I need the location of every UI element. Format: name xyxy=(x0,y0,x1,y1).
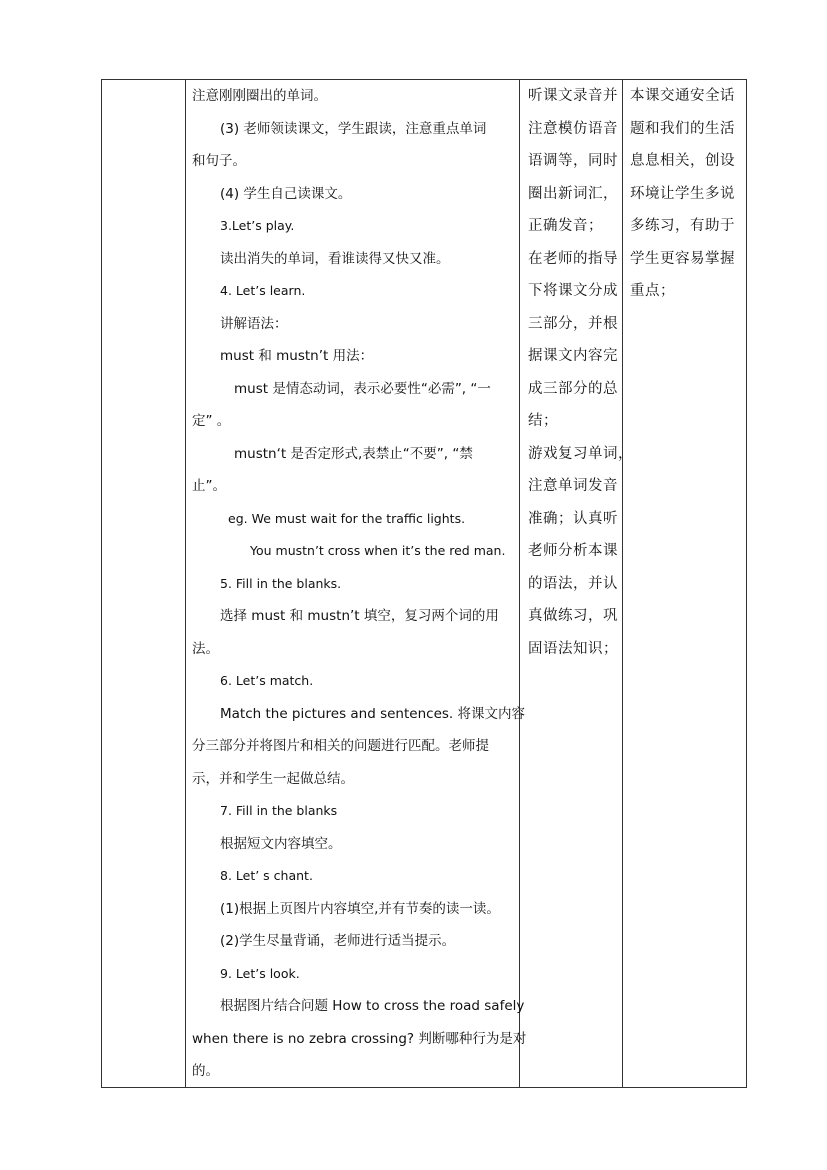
step-text-line: 根据图片结合问题 How to cross the road safely xyxy=(220,998,525,1014)
step-text-line: 8. Let’ s chant. xyxy=(220,868,313,883)
cell-text-line: 听课文录音并 xyxy=(528,88,618,104)
step-text-line: 和句子。 xyxy=(192,153,246,169)
step-text-line: (3) 老师领读课文，学生跟读，注意重点单词 xyxy=(220,120,487,137)
cell-text-line: 三部分，并根 xyxy=(528,315,618,332)
step-text-line: (4) 学生自己读课文。 xyxy=(220,185,352,202)
step-text-line: 讲解语法： xyxy=(220,315,288,332)
cell-text-line: 准确；认真听 xyxy=(528,510,618,527)
step-text-line: 4. Let’s learn. xyxy=(220,283,306,298)
step-text-line: 根据短文内容填空。 xyxy=(220,835,342,852)
step-text-line: Match the pictures and sentences. 将课文内容 xyxy=(220,705,525,722)
cell-text-line: 固语法知识； xyxy=(528,640,618,657)
step-text-line: 3.Let’s play. xyxy=(220,218,295,233)
step-text-line: 选择 must 和 mustn’t 填空，复习两个词的用 xyxy=(220,608,499,624)
cell-text-line: 重点； xyxy=(630,283,675,299)
cell-text-line: 本课交通安全话 xyxy=(630,88,735,104)
cell-text-line: 息息相关，创设 xyxy=(630,153,735,169)
step-text-line: (2)学生尽量背诵，老师进行适当提示。 xyxy=(220,933,456,949)
cell-text-line: 在老师的指导 xyxy=(528,250,618,267)
cell-text-line: 据课文内容完 xyxy=(528,348,618,364)
cell-text-line: 注意模仿语音 xyxy=(528,120,618,137)
step-text-line: 止”。 xyxy=(192,478,226,494)
step-text-line: 法。 xyxy=(192,640,219,657)
step-text-line: 定” 。 xyxy=(192,413,231,429)
step-text-line: 注意刚刚圈出的单词。 xyxy=(192,88,327,104)
step-text-line: must 和 mustn’t 用法： xyxy=(220,348,374,364)
step-text-line: 7. Fill in the blanks xyxy=(220,803,338,818)
step-text-line: must 是情态动词，表示必要性“必需”, “一 xyxy=(234,380,491,397)
cell-text-line: 题和我们的生活 xyxy=(630,120,735,137)
cell-text-line: 圈出新词汇， xyxy=(528,185,618,202)
cell-text-line: 游戏复习单词， xyxy=(528,445,633,462)
student-activities-cell xyxy=(520,80,633,1087)
cell-text-line: 环境让学生多说 xyxy=(630,185,735,202)
lesson-plan-table xyxy=(101,79,747,1088)
cell-text-line: 成三部分的总 xyxy=(528,380,618,397)
cell-text-line: 下将课文分成 xyxy=(528,283,618,299)
step-text-line: 读出消失的单词，看谁读得又快又准。 xyxy=(220,250,450,267)
cell-text-line: 学生更容易掌握 xyxy=(630,250,735,267)
step-text-line: (1)根据上页图片内容填空,并有节奏的读一读。 xyxy=(220,900,500,917)
cell-text-line: 多练习，有助于 xyxy=(630,218,735,234)
step-text-line: eg. We must wait for the traffic lights. xyxy=(228,510,466,526)
step-text-line: 分三部分并将图片和相关的问题进行匹配。老师提 xyxy=(192,738,489,754)
step-text-line: when there is no zebra crossing? 判断哪种行为是对 xyxy=(192,1030,527,1047)
cell-text-line: 注意单词发音 xyxy=(528,478,618,494)
cell-text-line: 真做练习，巩 xyxy=(528,608,618,624)
step-text-line: mustn‘t 是否定形式,表禁止“不要”, “禁 xyxy=(234,445,473,462)
cell-text-line: 老师分析本课 xyxy=(528,543,618,559)
cell-text-line: 语调等，同时 xyxy=(528,153,618,169)
cell-text-line: 的语法，并认 xyxy=(528,575,618,592)
cell-text-line: 结； xyxy=(528,413,558,429)
step-text-line: 的。 xyxy=(192,1063,219,1079)
teaching-steps-cell xyxy=(186,80,527,1087)
step-text-line: 示，并和学生一起做总结。 xyxy=(192,770,354,787)
step-text-line: You mustn’t cross when it’s the red man. xyxy=(250,543,506,558)
step-text-line: 9. Let’s look. xyxy=(220,965,300,981)
step-text-line: 5. Fill in the blanks. xyxy=(220,575,342,591)
step-text-line: 6. Let’s match. xyxy=(220,673,314,688)
cell-text-line: 正确发音； xyxy=(528,218,603,234)
design-intent-cell xyxy=(622,80,748,1087)
